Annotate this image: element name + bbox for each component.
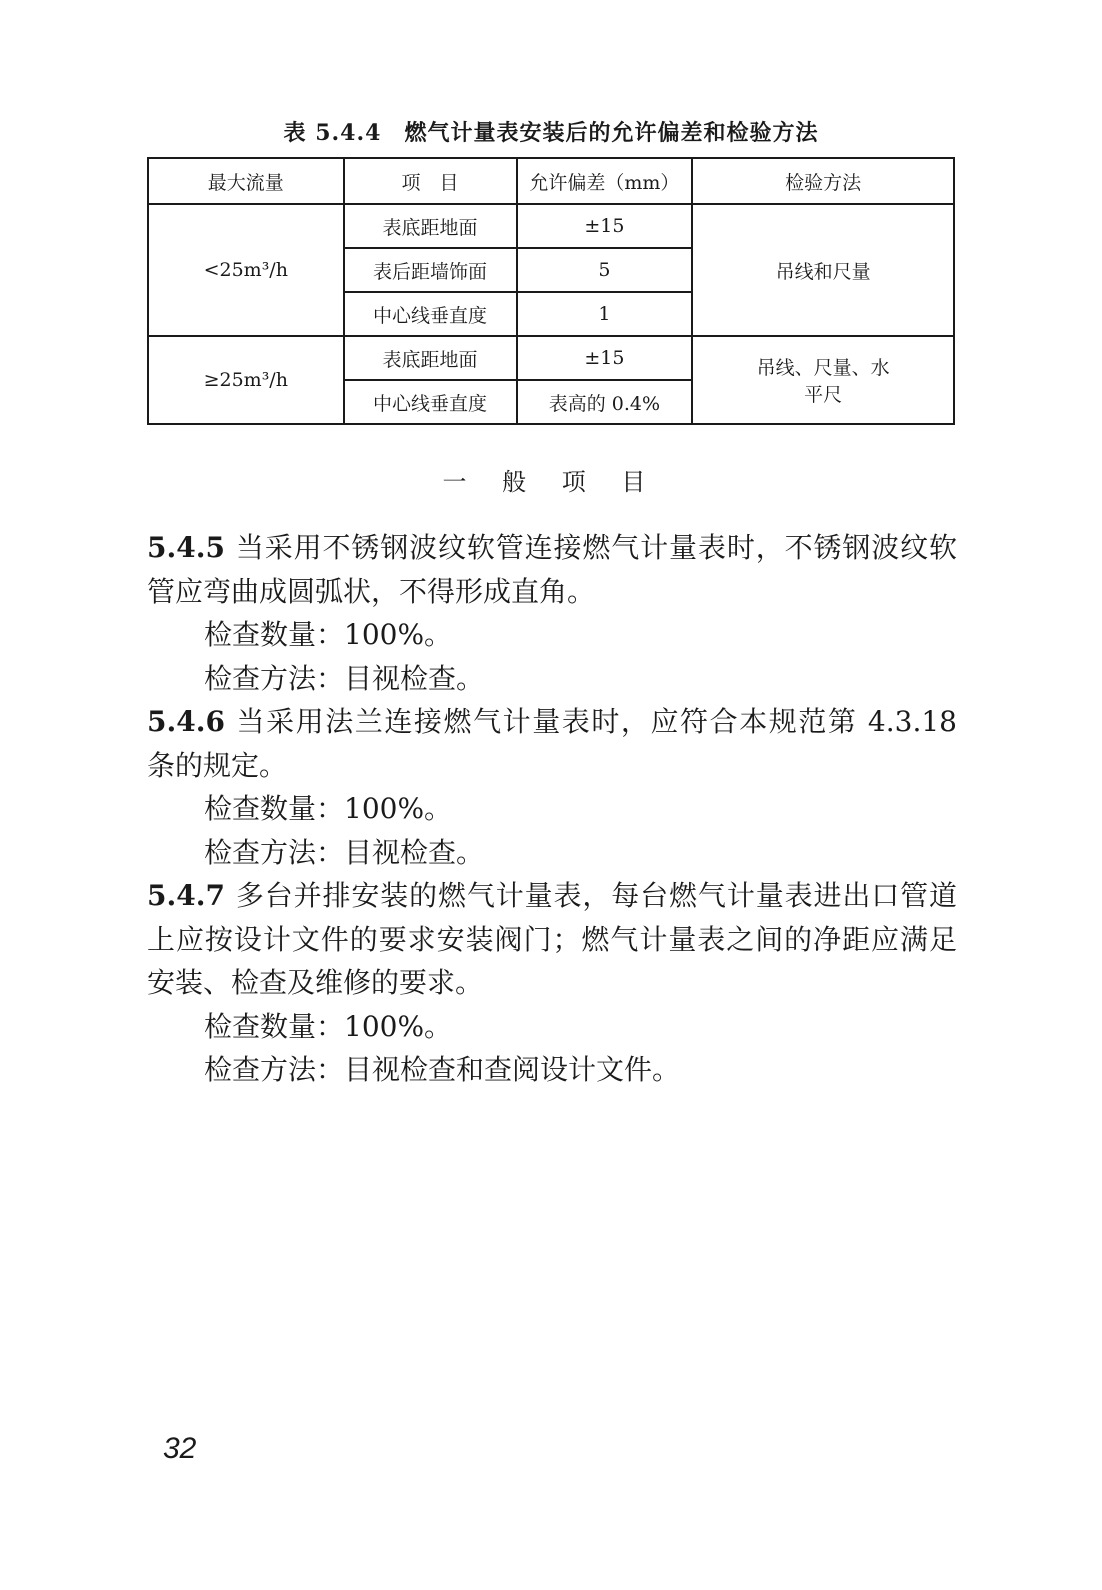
table-header-row — [148, 158, 954, 204]
table-title: 表 5.4.4 燃气计量表安装后的允许偏差和检验方法 — [283, 120, 819, 146]
clause-number: 5.4.6 — [147, 705, 225, 738]
inspection-method: 检查方法：目视检查和查阅设计文件。 — [204, 1053, 681, 1086]
inspection-quantity: 检查数量：100%。 — [204, 1009, 453, 1043]
inspection-method: 检查方法：目视检查。 — [204, 835, 485, 869]
inspection-quantity: 检查数量：100%。 — [204, 618, 453, 651]
clause-number: 5.4.5 — [147, 531, 225, 564]
clause-5-4-6 — [147, 700, 957, 787]
page-number: 32 — [163, 1432, 197, 1465]
item-cell: 表底距地面 — [344, 204, 517, 248]
method-cell: 吊线、尺量、水平尺 — [692, 336, 954, 424]
method-cell: 吊线和尺量 — [692, 204, 954, 336]
clause-5-4-5 — [147, 526, 957, 613]
table-row — [148, 204, 954, 248]
item-cell: 表底距地面 — [344, 336, 517, 380]
flow-cell: <25m³/h — [148, 204, 344, 336]
item-cell: 中心线垂直度 — [344, 380, 517, 424]
flow-cell: ≥25m³/h — [148, 336, 344, 424]
tolerance-cell: 1 — [517, 292, 693, 336]
inspection-quantity: 检查数量：100%。 — [204, 792, 453, 825]
table-row — [148, 336, 954, 380]
tolerance-cell: 表高的 0.4% — [517, 380, 693, 424]
item-cell: 中心线垂直度 — [344, 292, 517, 336]
tolerance-cell: ±15 — [517, 204, 693, 248]
item-cell: 表后距墙饰面 — [344, 248, 517, 292]
header-method: 检验方法 — [692, 158, 954, 204]
clause-text: 多台并排安装的燃气计量表，每台燃气计量表进出口管道上应按设计文件的要求安装阀门；燃气计量表之间的净距应满足安装、检查及维修的要求。 — [147, 879, 957, 999]
tolerance-cell: ±15 — [517, 336, 693, 380]
clause-text: 当采用法兰连接燃气计量表时，应符合本规范第 4.3.18 条的规定。 — [147, 705, 957, 782]
tolerance-table — [147, 157, 955, 425]
clause-5-4-7 — [147, 874, 957, 1005]
header-max-flow: 最大流量 — [148, 158, 344, 204]
inspection-method: 检查方法：目视检查。 — [204, 661, 485, 695]
clause-number: 5.4.7 — [147, 879, 225, 912]
header-item: 项 目 — [344, 158, 517, 204]
clause-text: 当采用不锈钢波纹软管连接燃气计量表时，不锈钢波纹软管应弯曲成圆弧状，不得形成直角。 — [147, 531, 957, 608]
section-heading: 一 般 项 目 — [442, 468, 660, 496]
header-tolerance: 允许偏差（mm） — [517, 158, 693, 204]
clauses-body — [147, 526, 957, 1092]
tolerance-cell: 5 — [517, 248, 693, 292]
